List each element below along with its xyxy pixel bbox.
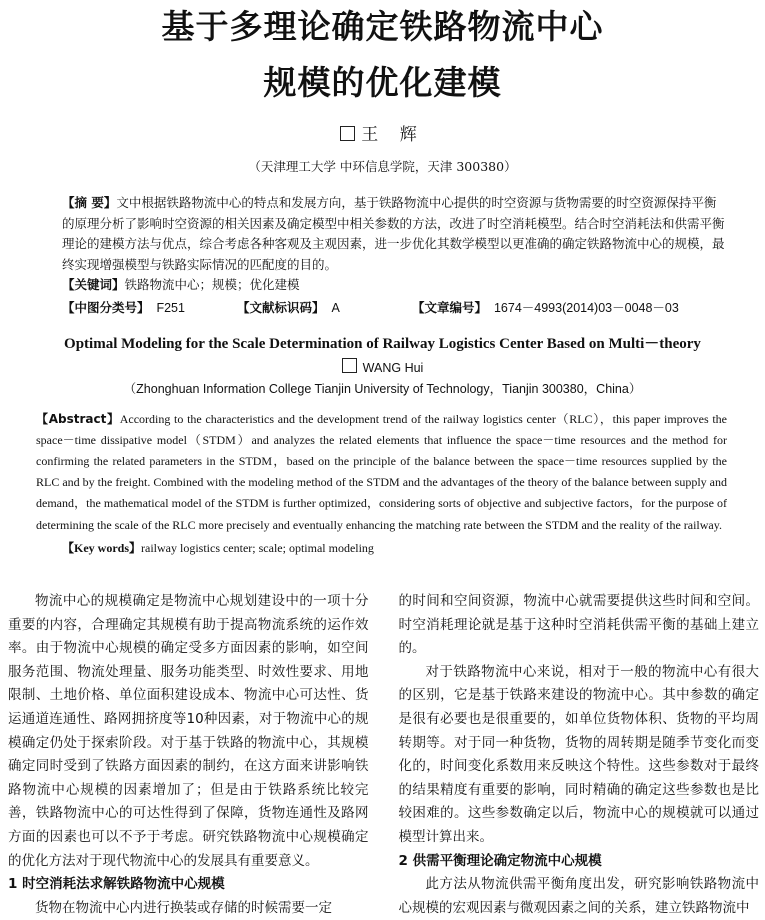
abstract-en-label: 【Abstract】 [36, 411, 120, 426]
english-author-name: WANG Hui [362, 360, 424, 375]
article-number-label: 【文章编号】 [412, 300, 488, 315]
keywords-cn-label: 【关键词】 [62, 277, 125, 292]
author [0, 120, 765, 145]
section-heading: 1 时空消耗法求解铁路物流中心规模 [8, 876, 225, 893]
author-name: 王 辉 [361, 125, 425, 145]
clc-value: F251 [156, 300, 185, 315]
paragraph: 物流中心的规模确定是物流中心规划建设中的一项十分重要的内容，合理确定其规模有助于提高物流系统的运作效率。由于物流中心规模的确定受多方面因素的影响，如空间服务范围、物流处理量、服务功能类型、时效性要求、用地限制、土地价格、单位面积建设成本、物流中心可达性、货运通道连通性、路网拥挤度等10种因素，对于物流中心的规模确定仍处于探索阶段。对于基于铁路的物流中心，其规模确定同时受到了铁路方面因素的制约，在这方面来讲影响铁路物流中心规模的因素增加了；但是由于铁路系统比较完善，铁路物流中心的可达性得到了保障，货物连通性及路网方面的因素也可以不予于考虑。研究铁路物流中心规模确定的优化方法对于现代物流中心的发展具有重要意义。 [8, 593, 369, 869]
paragraph: 对于铁路物流中心来说，相对于一般的物流中心有很大的区别，它是基于铁路来建设的物流中心。其中参数的确定是很有必要也是很重要的，如单位货物体积、货物的平均周转期等。对于同一种货物，货物的周转期是随季节变化而变化的，时间变化系数用来反映这个特性。这些参数对于最终的结果精度有重要的影响，同时精确的确定这些参数也是比较困难的。这些参数确定以后，物流中心的规模就可以通过模型计算出来。 [398, 663, 759, 845]
page-title [0, 2, 765, 108]
abstract-cn-label: 【摘 要】 [62, 195, 117, 210]
keywords-en-label: 【Key words】 [62, 540, 141, 555]
keywords-cn-text: 铁路物流中心；规模；优化建模 [124, 277, 300, 292]
doc-code-value: A [331, 300, 340, 315]
title-line-2: 规模的优化建模 [263, 63, 502, 102]
doc-code-label: 【文献标识码】 [237, 300, 325, 315]
title-line-1: 基于多理论确定铁路物流中心 [161, 7, 604, 46]
left-column [8, 590, 369, 920]
abstract-cn-text: 文中根据铁路物流中心的特点和发展方向，基于铁路物流中心提供的时空资源与货物需要的时空资源保持平衡的原理分析了影响时空资源的相关因素及确定模型中相关参数的方法，改进了时空消耗模型。结合时空消耗法和供需平衡理论的建模方法与优点，综合考虑各种客观及主观因素，进一步优化其数学模型以更准确的确定铁路物流中心的规模，最终实现增强模型与铁路实际情况的匹配度的目的。 [62, 195, 725, 272]
paragraph: 的时间和空间资源，物流中心就需要提供这些时间和空间。时空消耗理论就是基于这种时空消耗供需平衡的基础上建立的。 [398, 593, 759, 657]
abstract-en-text: According to the characteristics and the development trend of the railway logistics center（RLC），this paper improves the space－time dissipative model（STDM）and analyzes the related elements that influence the space－time resources and the method for confirming the related parameters in the STDM，based on the principle of the balance between the space－time resources supplied by the RLC and by the freight. Combined with the modeling method of the STDM and the advantages of the theory of the balance between supply and demand，the mathematical model of the STDM is further optimized，considering sorts of objective and subjective factors，for the purpose of determining the scale of the RLC more precisely and eventually enhancing the matching rate between the STDM and the reality of the railway. [36, 411, 727, 532]
article-number-value: 1674－4993(2014)03－0048－03 [493, 300, 679, 315]
box-icon [340, 126, 355, 141]
english-author [0, 358, 765, 375]
abstract-en [36, 409, 727, 536]
paragraph: 货物在物流中心内进行换装或存储的时候需要一定 [35, 899, 332, 916]
clc-label: 【中图分类号】 [62, 300, 150, 315]
keywords-en [62, 538, 727, 558]
keywords-en-text: railway logistics center; scale; optimal modeling [141, 540, 374, 555]
english-title: Optimal Modeling for the Scale Determination of Railway Logistics Center Based on Multi－theory [64, 335, 701, 352]
box-icon [342, 358, 357, 373]
classification-codes [62, 298, 727, 318]
abstract-cn [62, 193, 727, 275]
english-affiliation: （Zhonghuan Information College Tianjin University of Technology，Tianjin 300380，China） [123, 381, 642, 396]
right-column [399, 590, 760, 920]
paragraph: 此方法从物流供需平衡角度出发，研究影响铁路物流中心规模的宏观因素与微观因素之间的关系，建立铁路物流中 [398, 876, 759, 916]
section-heading: 2 供需平衡理论确定物流中心规模 [398, 852, 602, 869]
keywords-cn [62, 275, 727, 296]
affiliation: （天津理工大学 中环信息学院，天津 300380） [248, 159, 517, 174]
body-columns [8, 590, 759, 920]
